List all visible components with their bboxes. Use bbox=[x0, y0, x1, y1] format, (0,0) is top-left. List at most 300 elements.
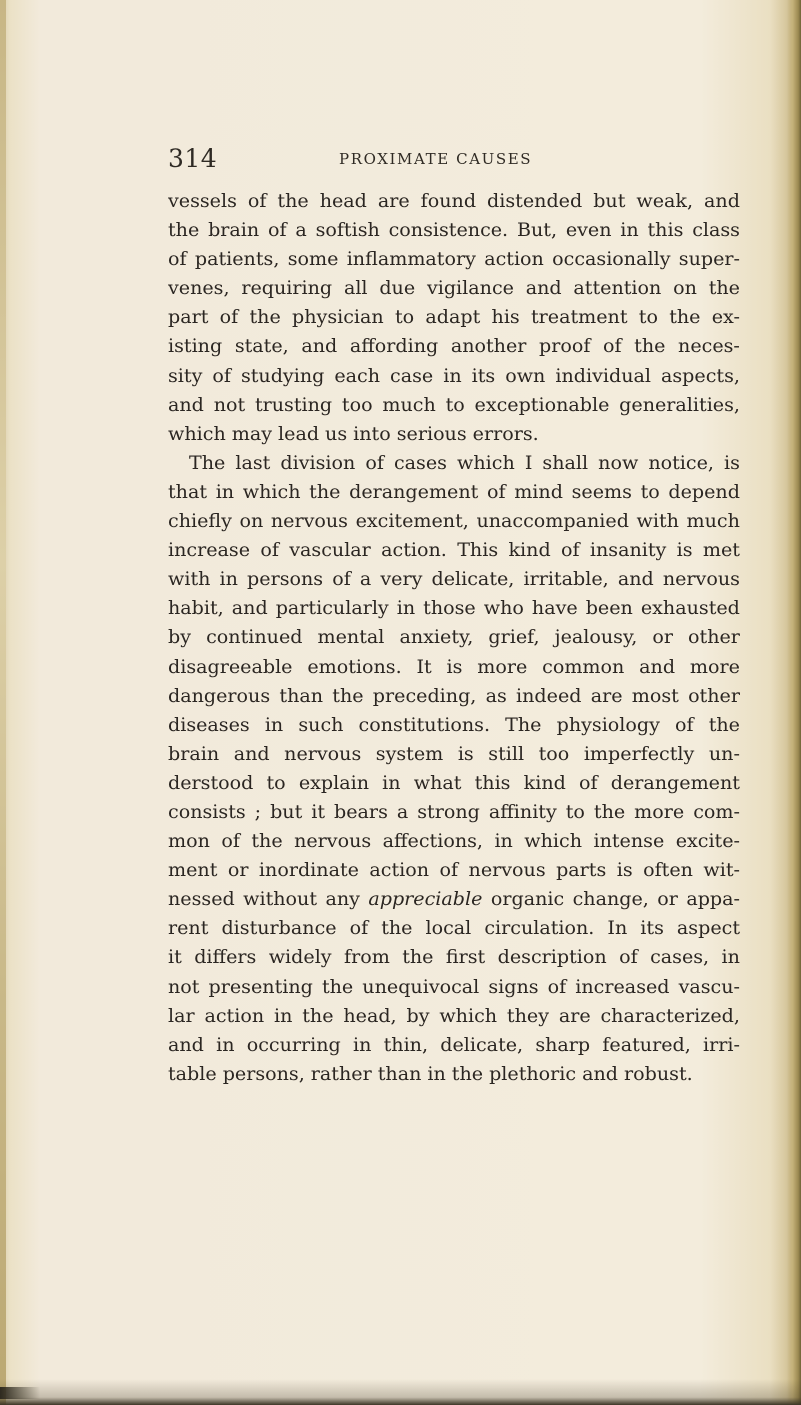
word: its bbox=[640, 916, 664, 940]
word: wit- bbox=[703, 858, 740, 882]
word: anxiety, bbox=[399, 625, 474, 649]
text-line bbox=[168, 361, 740, 390]
word: common bbox=[542, 654, 625, 678]
word: indeed bbox=[516, 683, 582, 707]
word: and bbox=[168, 1032, 204, 1056]
word: which bbox=[439, 1003, 498, 1027]
word: increase bbox=[168, 538, 251, 562]
word: to bbox=[394, 305, 415, 329]
word: which bbox=[457, 450, 515, 474]
word: lar bbox=[168, 1003, 195, 1027]
text-line bbox=[168, 826, 740, 855]
text-line bbox=[168, 884, 740, 913]
word: aspects, bbox=[661, 363, 740, 387]
word: us bbox=[325, 421, 348, 445]
word: intense bbox=[593, 829, 665, 853]
running-head bbox=[168, 144, 768, 178]
word: system bbox=[375, 741, 444, 765]
word: met bbox=[702, 538, 740, 562]
word: strong bbox=[417, 799, 480, 823]
word: with bbox=[168, 567, 211, 591]
body-text bbox=[168, 186, 740, 1088]
word: of bbox=[219, 305, 239, 329]
text-line bbox=[168, 681, 740, 710]
word: not bbox=[168, 974, 200, 998]
word: in bbox=[494, 829, 513, 853]
word: brain bbox=[208, 218, 260, 242]
word: which bbox=[524, 829, 583, 853]
word: physician bbox=[292, 305, 384, 329]
word: of bbox=[547, 974, 567, 998]
text-line bbox=[168, 972, 740, 1001]
word: or bbox=[652, 625, 673, 649]
word: still bbox=[488, 741, 525, 765]
word: often bbox=[643, 858, 693, 882]
word: of bbox=[619, 945, 638, 969]
word: in bbox=[396, 596, 416, 620]
word: more bbox=[634, 799, 685, 823]
word: own bbox=[505, 363, 546, 387]
text-line bbox=[168, 506, 740, 535]
word: ; bbox=[254, 799, 262, 823]
word: of bbox=[168, 247, 187, 271]
word: occasionally bbox=[552, 247, 671, 271]
word: in bbox=[721, 945, 740, 969]
word: insanity bbox=[589, 538, 667, 562]
word: I bbox=[524, 450, 533, 474]
text-line bbox=[168, 477, 740, 506]
word: serious bbox=[396, 421, 467, 445]
word: case bbox=[390, 363, 434, 387]
text-line bbox=[168, 768, 740, 797]
word: seems bbox=[571, 479, 632, 503]
word: into bbox=[353, 421, 391, 445]
word: or bbox=[657, 887, 678, 911]
word: than bbox=[279, 683, 324, 707]
word: each bbox=[334, 363, 381, 387]
word: the bbox=[168, 218, 200, 242]
text-line bbox=[168, 652, 740, 681]
corner-mark bbox=[0, 1387, 40, 1399]
word: derangement bbox=[610, 770, 740, 794]
word: this bbox=[647, 218, 684, 242]
word: action bbox=[204, 1003, 265, 1027]
word: It bbox=[416, 654, 432, 678]
word: the bbox=[402, 945, 434, 969]
word: neces- bbox=[678, 334, 740, 358]
word: not bbox=[213, 392, 246, 416]
word: is bbox=[616, 858, 633, 882]
word: nervous bbox=[270, 509, 348, 533]
text-line bbox=[168, 244, 740, 273]
word: distended bbox=[487, 189, 583, 212]
word: is bbox=[457, 741, 474, 765]
text-line bbox=[168, 186, 740, 215]
word: a bbox=[359, 567, 372, 591]
word: brain bbox=[168, 741, 220, 765]
word: in bbox=[382, 770, 401, 794]
word: even bbox=[565, 218, 612, 242]
word: occurring bbox=[246, 1032, 341, 1056]
word: of bbox=[212, 363, 231, 387]
word: the bbox=[593, 799, 626, 823]
word: the bbox=[277, 189, 309, 212]
text-line bbox=[168, 448, 740, 477]
word: nervous bbox=[294, 829, 372, 853]
text-line bbox=[168, 855, 740, 884]
word: in bbox=[215, 479, 235, 503]
word: cases, bbox=[650, 945, 710, 969]
word: adapt bbox=[425, 305, 481, 329]
word: explain bbox=[298, 770, 370, 794]
word: the bbox=[332, 683, 364, 707]
word: chiefly bbox=[168, 509, 232, 533]
text-line bbox=[168, 622, 740, 651]
word: they bbox=[506, 1003, 549, 1027]
word: to bbox=[445, 392, 465, 416]
word: delicate, bbox=[440, 1032, 524, 1056]
word: of bbox=[365, 450, 384, 474]
word: consistence. bbox=[388, 218, 509, 242]
word: kind bbox=[508, 538, 551, 562]
word: cases bbox=[393, 450, 447, 474]
word: its bbox=[471, 363, 496, 387]
word: But, bbox=[516, 218, 558, 242]
word: and bbox=[582, 1061, 618, 1085]
word: than bbox=[377, 1061, 422, 1085]
word: irri- bbox=[703, 1032, 740, 1056]
word: and bbox=[231, 596, 268, 620]
word: the bbox=[669, 305, 701, 329]
word: due bbox=[379, 276, 416, 300]
word: the bbox=[708, 276, 740, 300]
word: of bbox=[486, 479, 506, 503]
word: by bbox=[406, 1003, 430, 1027]
word: on bbox=[673, 276, 697, 300]
word: shall bbox=[542, 450, 589, 474]
word: his bbox=[491, 305, 520, 329]
word: appa- bbox=[686, 887, 740, 911]
word: plethoric bbox=[489, 1061, 577, 1085]
word: it bbox=[311, 799, 326, 823]
word: head, bbox=[343, 1003, 397, 1027]
word: in bbox=[216, 1032, 235, 1056]
word: excite- bbox=[675, 829, 740, 853]
word: emotions. bbox=[307, 654, 402, 678]
word: individual bbox=[555, 363, 651, 387]
word: bears bbox=[334, 799, 388, 823]
word: much bbox=[382, 392, 436, 416]
word: is bbox=[724, 450, 740, 474]
word: generalities, bbox=[619, 392, 740, 416]
word: to bbox=[638, 305, 658, 329]
word: of bbox=[221, 829, 240, 853]
word: exceptionable bbox=[474, 392, 610, 416]
word: other bbox=[688, 625, 740, 649]
word: attention bbox=[573, 276, 662, 300]
word: vigilance bbox=[426, 276, 514, 300]
word: venes, bbox=[168, 276, 230, 300]
word: This bbox=[457, 538, 499, 562]
word: what bbox=[413, 770, 462, 794]
word: circulation. bbox=[484, 916, 595, 940]
word: in bbox=[219, 567, 238, 591]
word: to bbox=[565, 799, 585, 823]
word: and bbox=[639, 654, 676, 678]
word: on bbox=[239, 509, 264, 533]
text-line bbox=[168, 302, 740, 331]
word: featured, bbox=[602, 1032, 691, 1056]
word: of bbox=[247, 189, 267, 212]
word: nervous bbox=[662, 567, 740, 591]
word: the bbox=[634, 334, 666, 358]
word: of bbox=[579, 770, 598, 794]
word: nervous bbox=[284, 741, 362, 765]
word: and bbox=[301, 334, 338, 358]
word: inordinate bbox=[258, 858, 359, 882]
word: and bbox=[233, 741, 270, 765]
word: of bbox=[439, 858, 459, 882]
word: diseases bbox=[168, 712, 250, 736]
word: preceding, bbox=[372, 683, 477, 707]
word: another bbox=[450, 334, 527, 358]
word: or bbox=[227, 858, 249, 882]
word: widely bbox=[268, 945, 332, 969]
word: most bbox=[631, 683, 679, 707]
page-number: 314 bbox=[168, 144, 218, 173]
text-line bbox=[168, 273, 740, 302]
word: which bbox=[168, 421, 226, 445]
page-bottom-shadow bbox=[0, 1379, 801, 1405]
word: without bbox=[243, 887, 318, 911]
word: ex- bbox=[711, 305, 740, 329]
word: too bbox=[538, 741, 570, 765]
word: more bbox=[477, 654, 528, 678]
word: imperfectly bbox=[583, 741, 695, 765]
word: the bbox=[381, 916, 413, 940]
word: un- bbox=[708, 741, 740, 765]
word: of bbox=[349, 916, 369, 940]
word: In bbox=[607, 916, 628, 940]
word: The bbox=[505, 712, 542, 736]
word: a bbox=[295, 218, 307, 242]
word: the bbox=[302, 1003, 334, 1027]
text-line bbox=[168, 419, 740, 448]
word: excitement, bbox=[355, 509, 469, 533]
word: action bbox=[484, 247, 544, 271]
word: class bbox=[692, 218, 740, 242]
word: continued bbox=[206, 625, 303, 649]
word: mental bbox=[317, 625, 385, 649]
word: last bbox=[235, 450, 271, 474]
word: which bbox=[242, 479, 301, 503]
word: description bbox=[497, 945, 607, 969]
word: super- bbox=[678, 247, 740, 271]
text-line bbox=[168, 564, 740, 593]
word: notice, bbox=[648, 450, 714, 474]
word: of bbox=[332, 567, 351, 591]
word: aspect bbox=[676, 916, 740, 940]
word: in bbox=[273, 1003, 293, 1027]
text-line bbox=[168, 215, 740, 244]
word: organic bbox=[490, 887, 565, 911]
word: isting bbox=[168, 334, 223, 358]
word: those bbox=[423, 596, 476, 620]
word: have bbox=[531, 596, 578, 620]
word: unequivocal bbox=[362, 974, 480, 998]
word: to bbox=[266, 770, 286, 794]
word: change, bbox=[572, 887, 649, 911]
word: other bbox=[688, 683, 740, 707]
word: thin, bbox=[383, 1032, 429, 1056]
word: trusting bbox=[254, 392, 333, 416]
word: vascu- bbox=[678, 974, 740, 998]
word: errors. bbox=[472, 421, 539, 445]
text-line bbox=[168, 331, 740, 360]
word: as bbox=[485, 683, 507, 707]
word: irritable, bbox=[523, 567, 609, 591]
word: such bbox=[298, 712, 344, 736]
word: the bbox=[309, 479, 341, 503]
text-line bbox=[168, 1030, 740, 1059]
word: lead bbox=[278, 421, 320, 445]
text-line bbox=[168, 942, 740, 971]
word: weak, bbox=[636, 189, 694, 212]
text-line bbox=[168, 797, 740, 826]
word: action bbox=[369, 858, 430, 882]
word: some bbox=[287, 247, 339, 271]
word: nervous bbox=[468, 858, 546, 882]
word: appreciable bbox=[368, 887, 483, 911]
word: studying bbox=[240, 363, 325, 387]
word: of bbox=[603, 334, 622, 358]
word: by bbox=[168, 625, 192, 649]
word: any bbox=[325, 887, 360, 911]
text-line bbox=[168, 739, 740, 768]
word: proof bbox=[539, 334, 591, 358]
word: nessed bbox=[168, 887, 235, 911]
word: mind bbox=[514, 479, 563, 503]
word: sity bbox=[168, 363, 203, 387]
page-left-edge bbox=[0, 0, 6, 1405]
word: to bbox=[640, 479, 660, 503]
word: first bbox=[445, 945, 486, 969]
word: delicate, bbox=[431, 567, 515, 591]
word: affording bbox=[349, 334, 439, 358]
word: from bbox=[344, 945, 390, 969]
word: the bbox=[249, 305, 281, 329]
word: is bbox=[676, 538, 693, 562]
word: who bbox=[483, 596, 524, 620]
word: physiology bbox=[556, 712, 660, 736]
word: particularly bbox=[275, 596, 389, 620]
page-gutter-shadow bbox=[787, 0, 801, 1405]
word: very bbox=[380, 567, 423, 591]
word: it bbox=[168, 945, 182, 969]
word: in bbox=[620, 218, 639, 242]
word: softish bbox=[315, 218, 380, 242]
word: exhausted bbox=[640, 596, 740, 620]
word: persons, bbox=[222, 1061, 305, 1085]
word: presenting bbox=[208, 974, 313, 998]
word: division bbox=[280, 450, 356, 474]
word: and bbox=[168, 392, 204, 416]
word: more bbox=[689, 654, 740, 678]
word: are bbox=[558, 1003, 591, 1027]
word: affections, bbox=[382, 829, 483, 853]
word: with bbox=[636, 509, 679, 533]
word: part bbox=[168, 305, 209, 329]
word: action. bbox=[381, 538, 447, 562]
word: been bbox=[585, 596, 633, 620]
word: all bbox=[343, 276, 368, 300]
word: sharp bbox=[535, 1032, 591, 1056]
word: constitutions. bbox=[358, 712, 491, 736]
word: found bbox=[420, 189, 477, 212]
word: in bbox=[443, 363, 462, 387]
word: that bbox=[168, 479, 208, 503]
word: in bbox=[352, 1032, 372, 1056]
word: in bbox=[264, 712, 284, 736]
word: but bbox=[593, 189, 626, 212]
word: derstood bbox=[168, 770, 254, 794]
word: are bbox=[377, 189, 410, 212]
word: The bbox=[189, 450, 226, 474]
text-line bbox=[168, 913, 740, 942]
text-line bbox=[168, 535, 740, 564]
word: of bbox=[675, 712, 694, 736]
word: dangerous bbox=[168, 683, 271, 707]
word: mon bbox=[168, 829, 210, 853]
word: may bbox=[231, 421, 273, 445]
text-line bbox=[168, 1059, 740, 1088]
word: habit, bbox=[168, 596, 224, 620]
word: of bbox=[260, 538, 279, 562]
word: are bbox=[590, 683, 623, 707]
word: consists bbox=[168, 799, 246, 823]
word: now bbox=[598, 450, 639, 474]
word: and bbox=[525, 276, 562, 300]
text-line bbox=[168, 710, 740, 739]
word: in bbox=[427, 1061, 446, 1085]
word: affinity bbox=[488, 799, 557, 823]
word: much bbox=[686, 509, 740, 533]
word: inflammatory bbox=[346, 247, 476, 271]
word: jealousy, bbox=[554, 625, 638, 649]
word: robust. bbox=[624, 1061, 693, 1085]
word: too bbox=[341, 392, 373, 416]
word: head bbox=[319, 189, 367, 212]
word: differs bbox=[194, 945, 257, 969]
word: and bbox=[704, 189, 740, 212]
word: signs bbox=[488, 974, 539, 998]
word: depend bbox=[668, 479, 740, 503]
word: table bbox=[168, 1061, 217, 1085]
running-head-title: PROXIMATE CAUSES bbox=[339, 150, 533, 168]
word: parts bbox=[556, 858, 607, 882]
word: this bbox=[474, 770, 511, 794]
word: derangement bbox=[349, 479, 479, 503]
word: characterized, bbox=[600, 1003, 740, 1027]
word: increased bbox=[575, 974, 670, 998]
word: com- bbox=[693, 799, 740, 823]
word: kind bbox=[523, 770, 566, 794]
text-line bbox=[168, 1001, 740, 1030]
word: a bbox=[396, 799, 409, 823]
word: requiring bbox=[241, 276, 333, 300]
word: the bbox=[708, 712, 740, 736]
word: state, bbox=[234, 334, 289, 358]
